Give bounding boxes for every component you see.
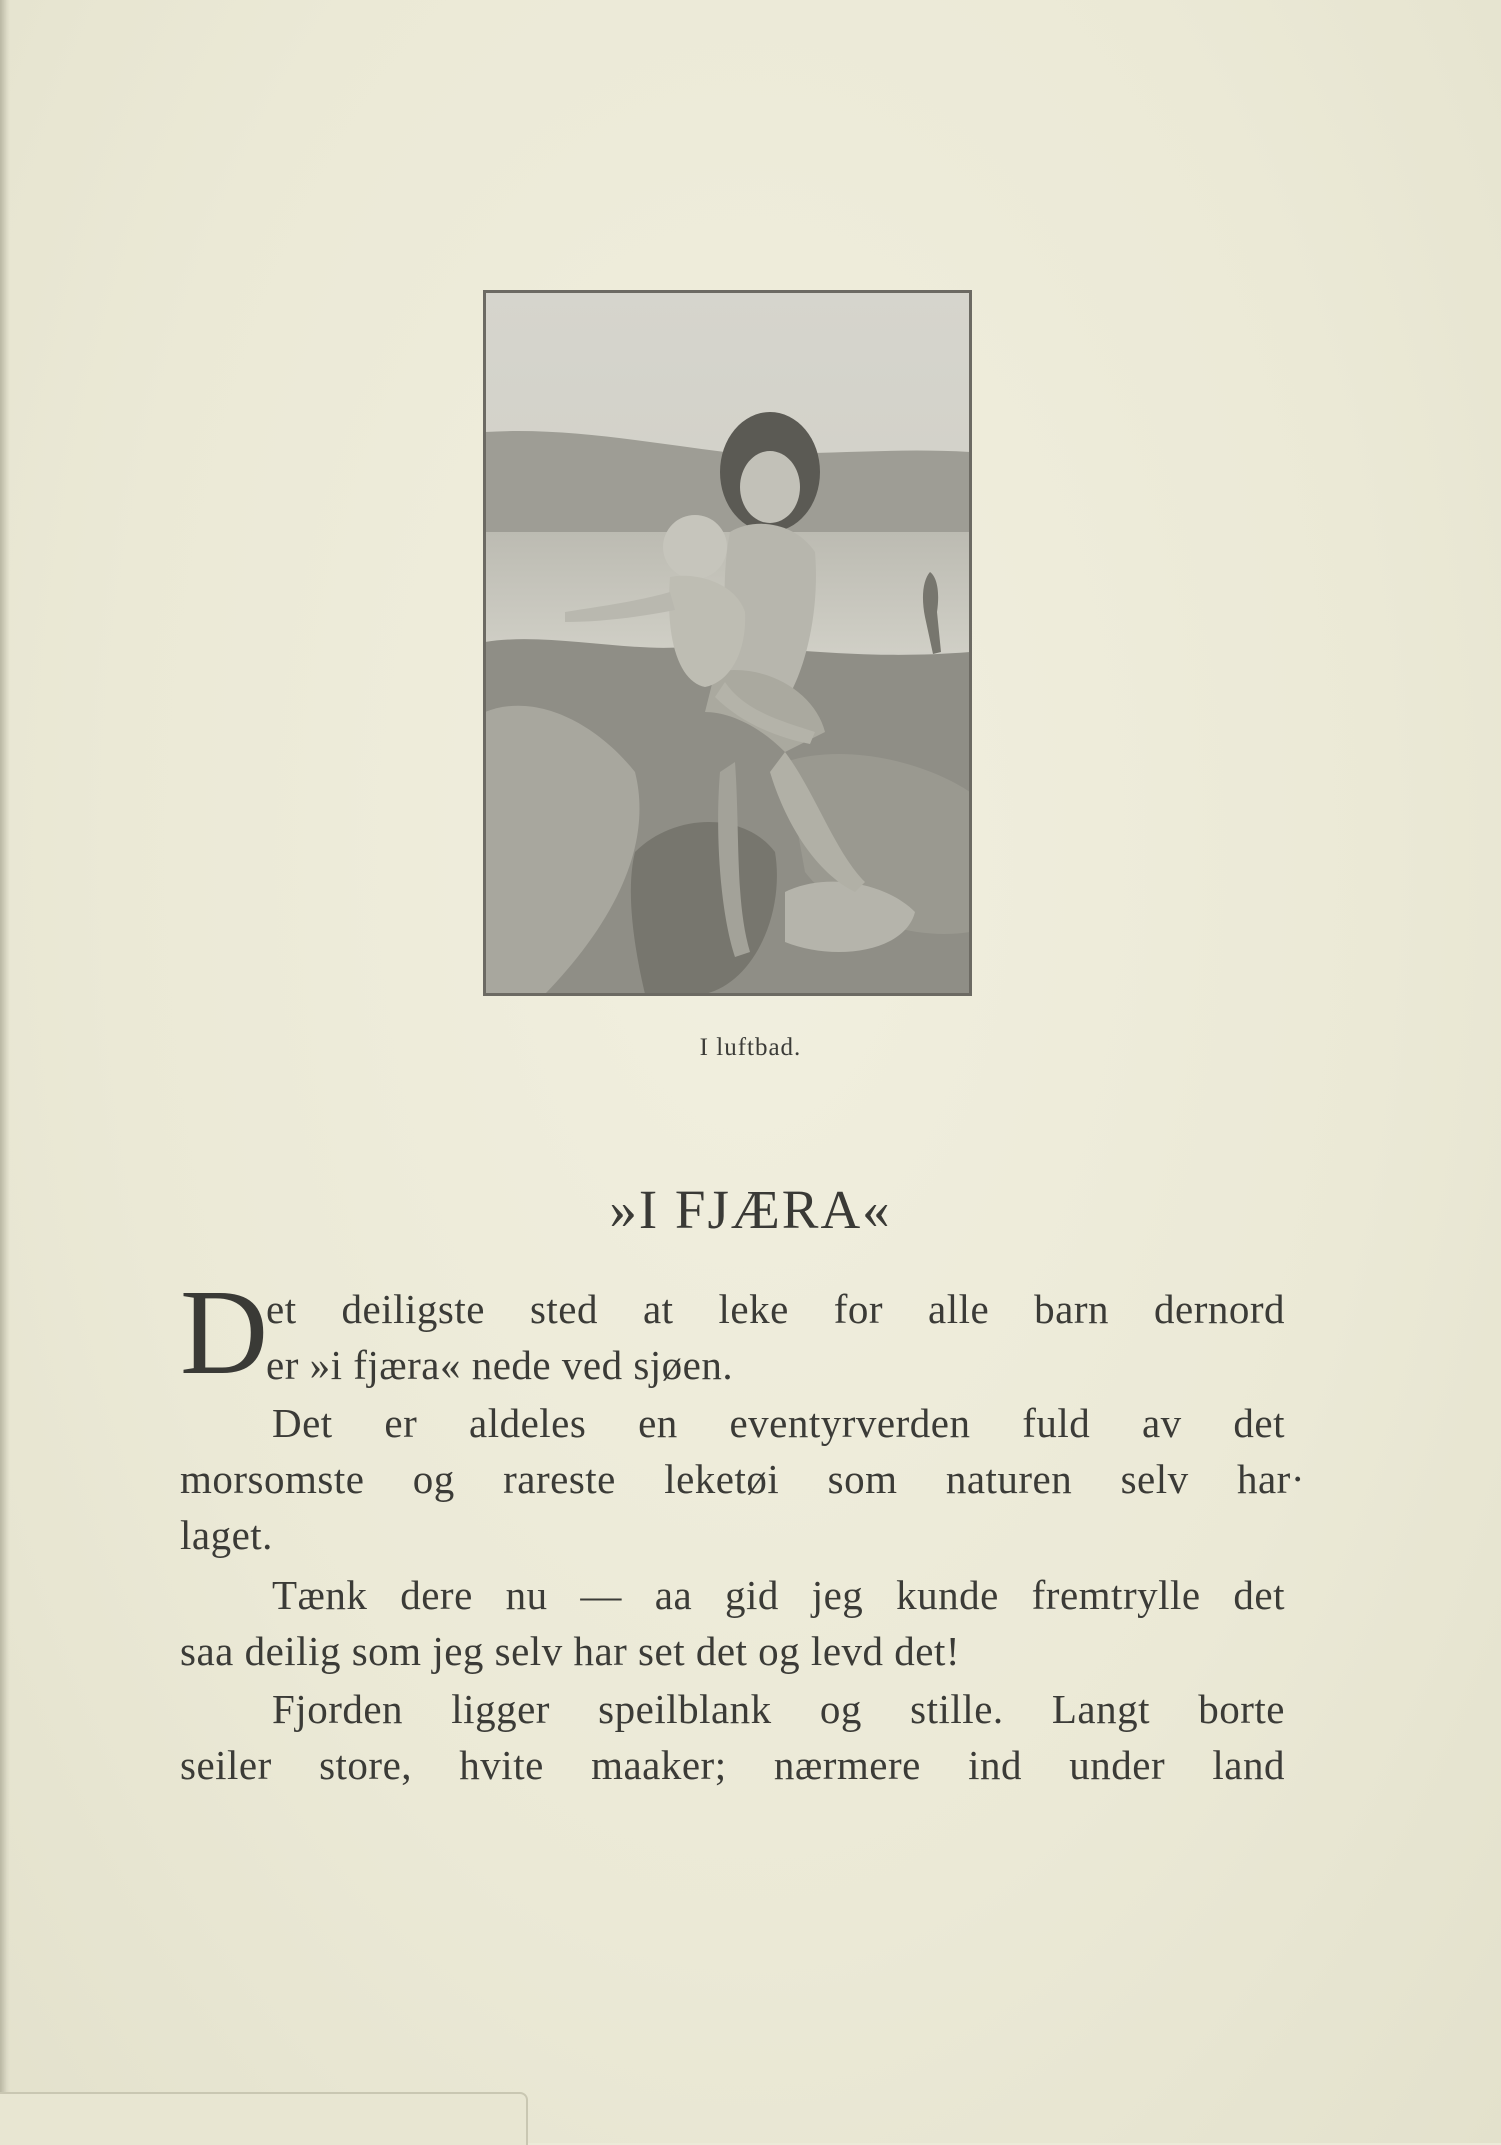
text-line: morsomste og rareste leketøi som naturen selv har· <box>180 1456 1305 1502</box>
page-binding-edge <box>0 0 10 2143</box>
text-line: Det er aldeles en eventyrverden fuld av det <box>272 1400 1285 1446</box>
photo-caption: I luftbad. <box>699 1034 802 1061</box>
text-line: seiler store, hvite maaker; nærmere ind under land <box>180 1742 1285 1788</box>
text-line: Tænk dere nu — aa gid jeg kunde fremtrylle det <box>272 1572 1285 1618</box>
drop-cap: D <box>180 1265 269 1400</box>
photo-illustration <box>483 290 972 996</box>
photo-image <box>485 292 970 994</box>
text-line: Fjorden ligger speilblank og stille. Langt borte <box>272 1686 1285 1732</box>
text-line: laget. <box>180 1512 273 1558</box>
text-line: et deiligste sted at leke for alle barn dernord <box>266 1286 1285 1332</box>
text-line: er »i fjæra« nede ved sjøen. <box>266 1342 734 1388</box>
page-tab-edge <box>0 2092 528 2145</box>
text-line: saa deilig som jeg selv har set det og levd det! <box>180 1628 961 1674</box>
chapter-title: »I FJÆRA« <box>609 1179 892 1240</box>
